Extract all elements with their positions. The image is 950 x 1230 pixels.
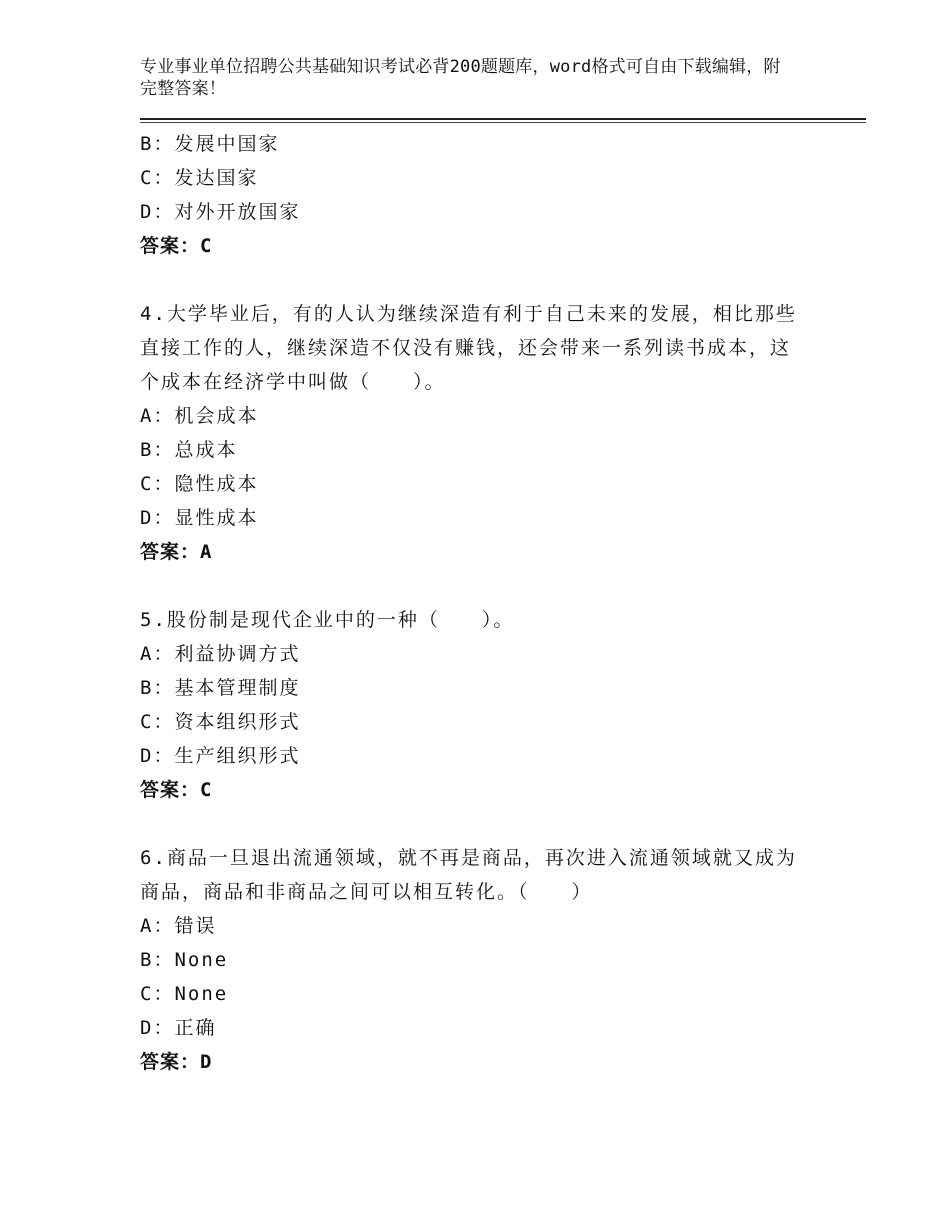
option-c: C：隐性成本 xyxy=(140,473,259,495)
question-5 xyxy=(140,603,868,807)
spacer xyxy=(140,807,868,841)
document-header: 专业事业单位招聘公共基础知识考试必背200题题库，word格式可自由下载编辑，附完整答案！ xyxy=(140,57,781,99)
option-b: B：总成本 xyxy=(140,439,238,461)
option-d: D：正确 xyxy=(140,1017,217,1039)
spacer xyxy=(140,263,868,297)
header-rule-thin xyxy=(140,122,866,123)
answer-line: 答案：A xyxy=(140,541,213,563)
question-text: 6.商品一旦退出流通领域，就不再是商品，再次进入流通领域就又成为商品，商品和非商品之间可以相互转化。（ ） xyxy=(140,847,797,903)
option-a: A：机会成本 xyxy=(140,405,259,427)
document-content xyxy=(140,127,868,1079)
option-d: D：显性成本 xyxy=(140,507,259,529)
option-c: C：发达国家 xyxy=(140,167,259,189)
answer-line: 答案：C xyxy=(140,235,213,257)
header-rule xyxy=(140,118,866,123)
option-a: A：利益协调方式 xyxy=(140,643,301,665)
option-b: B：基本管理制度 xyxy=(140,677,301,699)
question-6 xyxy=(140,841,868,1079)
option-c: C：资本组织形式 xyxy=(140,711,301,733)
option-b: B：None xyxy=(140,949,229,971)
answer-line: 答案：C xyxy=(140,779,213,801)
spacer xyxy=(140,569,868,603)
question-4 xyxy=(140,297,868,569)
question-text: 5.股份制是现代企业中的一种（ ）。 xyxy=(140,609,515,631)
option-d: D：生产组织形式 xyxy=(140,745,301,767)
answer-line: 答案：D xyxy=(140,1051,213,1073)
question-3-continuation xyxy=(140,127,868,263)
option-a: A：错误 xyxy=(140,915,217,937)
document-page xyxy=(140,56,868,1079)
option-b: B：发展中国家 xyxy=(140,133,280,155)
option-d: D：对外开放国家 xyxy=(140,201,301,223)
header-rule-thick xyxy=(140,118,866,120)
question-text: 4.大学毕业后，有的人认为继续深造有利于自己未来的发展，相比那些直接工作的人，继续深造不仅没有赚钱，还会带来一系列读书成本，这个成本在经济学中叫做（ ）。 xyxy=(140,303,797,393)
option-c: C：None xyxy=(140,983,229,1005)
